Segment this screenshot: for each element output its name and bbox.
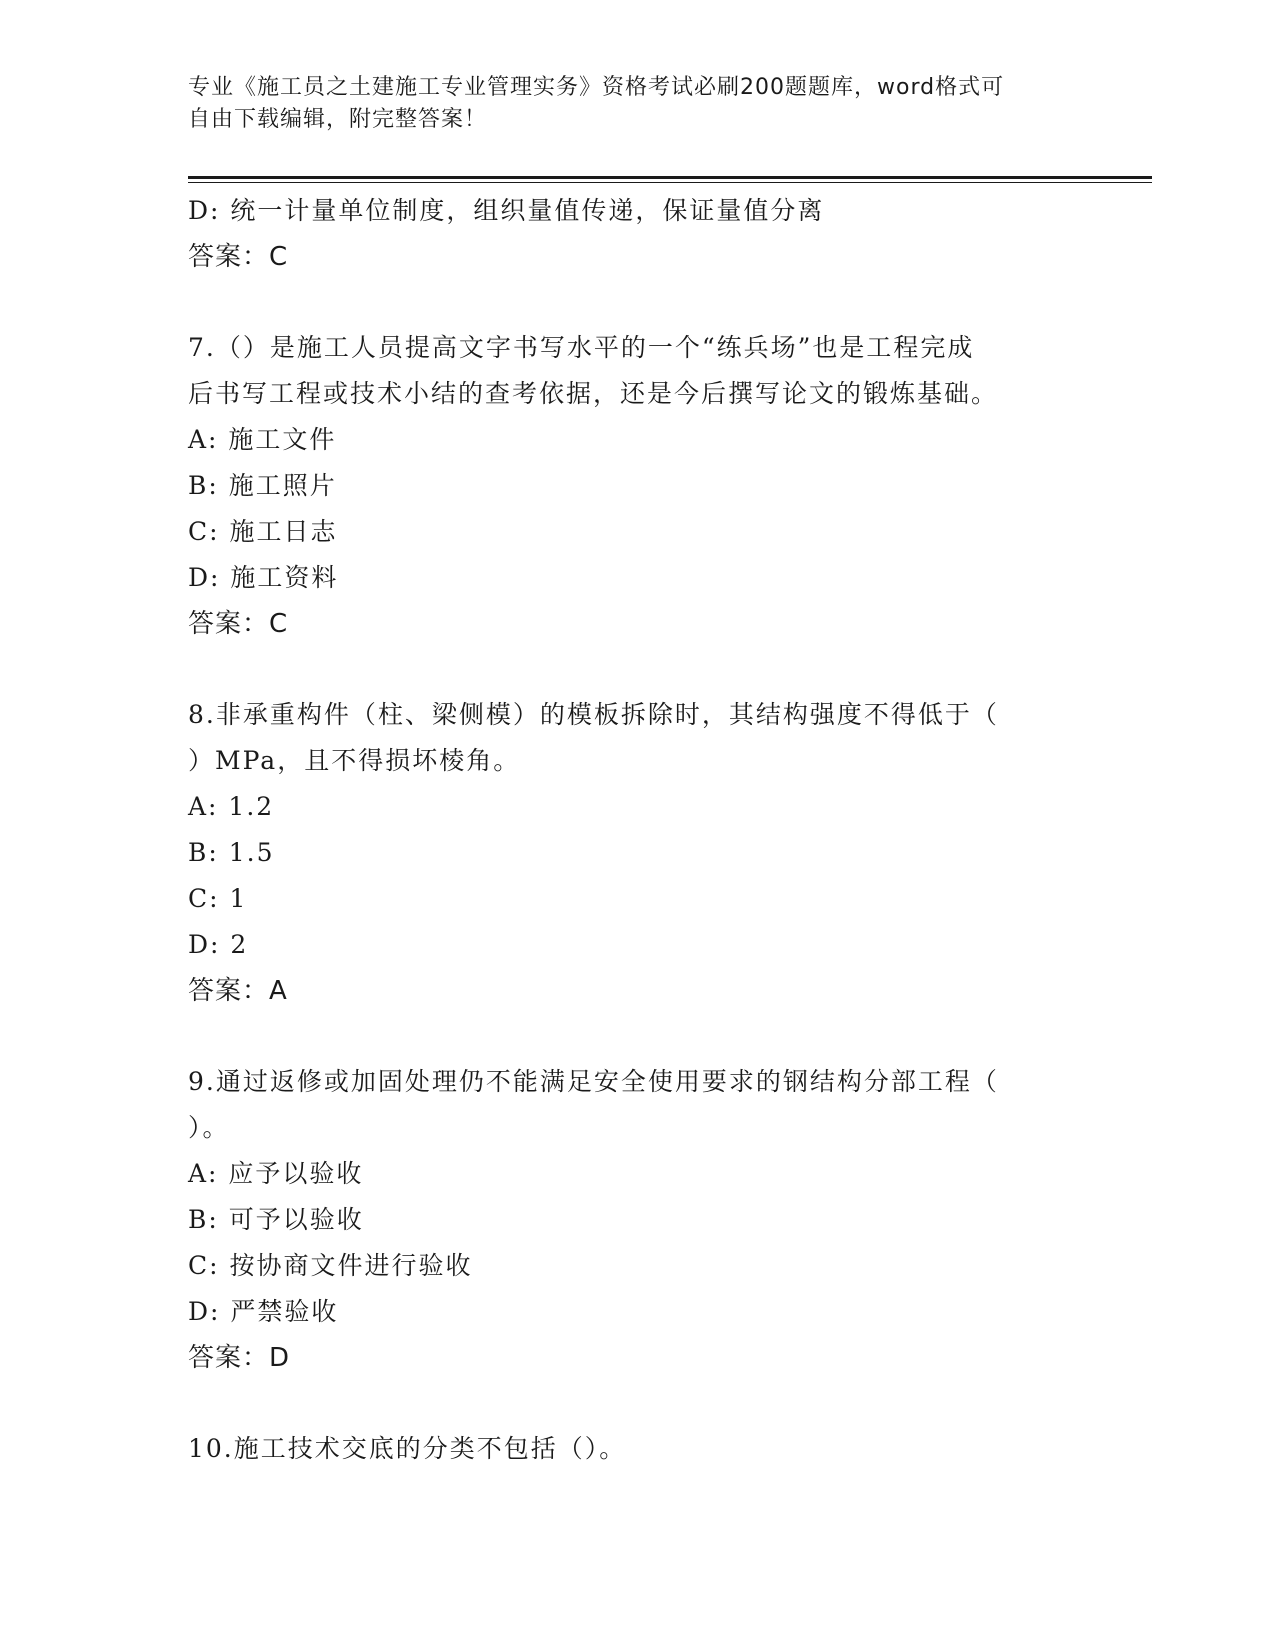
spacer	[188, 1014, 1088, 1059]
question-8-option-c: C: 1	[188, 884, 248, 913]
question-7-line-1: 7.（）是施工人员提高文字书写水平的一个“练兵场”也是工程完成	[188, 333, 975, 362]
question-8-option-b: B: 1.5	[188, 838, 275, 867]
question-7-line-2: 后书写工程或技术小结的查考依据，还是今后撰写论文的锻炼基础。	[188, 379, 999, 408]
spacer	[188, 647, 1088, 692]
question-8-answer: 答案：A	[188, 976, 288, 1006]
question-7-option-a: A: 施工文件	[188, 425, 337, 454]
question-8-line-2: ）MPa，且不得损坏棱角。	[188, 746, 521, 775]
question-9-line-1: 9.通过返修或加固处理仍不能满足安全使用要求的钢结构分部工程（	[188, 1067, 999, 1096]
prev-answer: 答案：C	[188, 242, 289, 272]
header-line-1: 专业《施工员之土建施工专业管理实务》资格考试必刷200题题库，word格式可	[188, 75, 1005, 100]
question-9-option-b: B: 可予以验收	[188, 1205, 364, 1234]
question-8	[188, 692, 1088, 1014]
question-7-option-b: B: 施工照片	[188, 471, 337, 500]
question-7-option-d: D: 施工资料	[188, 563, 339, 592]
question-9-option-d: D: 严禁验收	[188, 1297, 339, 1326]
question-7-answer: 答案：C	[188, 609, 289, 639]
header-divider-thick	[188, 176, 1152, 179]
question-8-line-1: 8.非承重构件（柱、梁侧模）的模板拆除时，其结构强度不得低于（	[188, 700, 999, 729]
question-7-option-c: C: 施工日志	[188, 517, 338, 546]
question-9-option-c: C: 按协商文件进行验收	[188, 1251, 473, 1280]
question-8-option-d: D: 2	[188, 930, 249, 959]
question-10	[188, 1426, 1088, 1472]
header-line-2: 自由下载编辑，附完整答案！	[188, 107, 488, 132]
question-7	[188, 325, 1088, 647]
spacer	[188, 280, 1088, 325]
document-body	[188, 188, 1088, 1472]
question-9-answer: 答案：D	[188, 1343, 291, 1373]
question-9-option-a: A: 应予以验收	[188, 1159, 364, 1188]
question-9-line-2: ）。	[188, 1113, 230, 1142]
header-divider-thin	[188, 182, 1152, 183]
question-10-line-1: 10.施工技术交底的分类不包括（）。	[188, 1434, 627, 1463]
question-8-option-a: A: 1.2	[188, 792, 275, 821]
spacer	[188, 1381, 1088, 1426]
prev-option-d: D: 统一计量单位制度，组织量值传递，保证量值分离	[188, 196, 825, 225]
document-header	[188, 72, 1068, 136]
question-9	[188, 1059, 1088, 1381]
